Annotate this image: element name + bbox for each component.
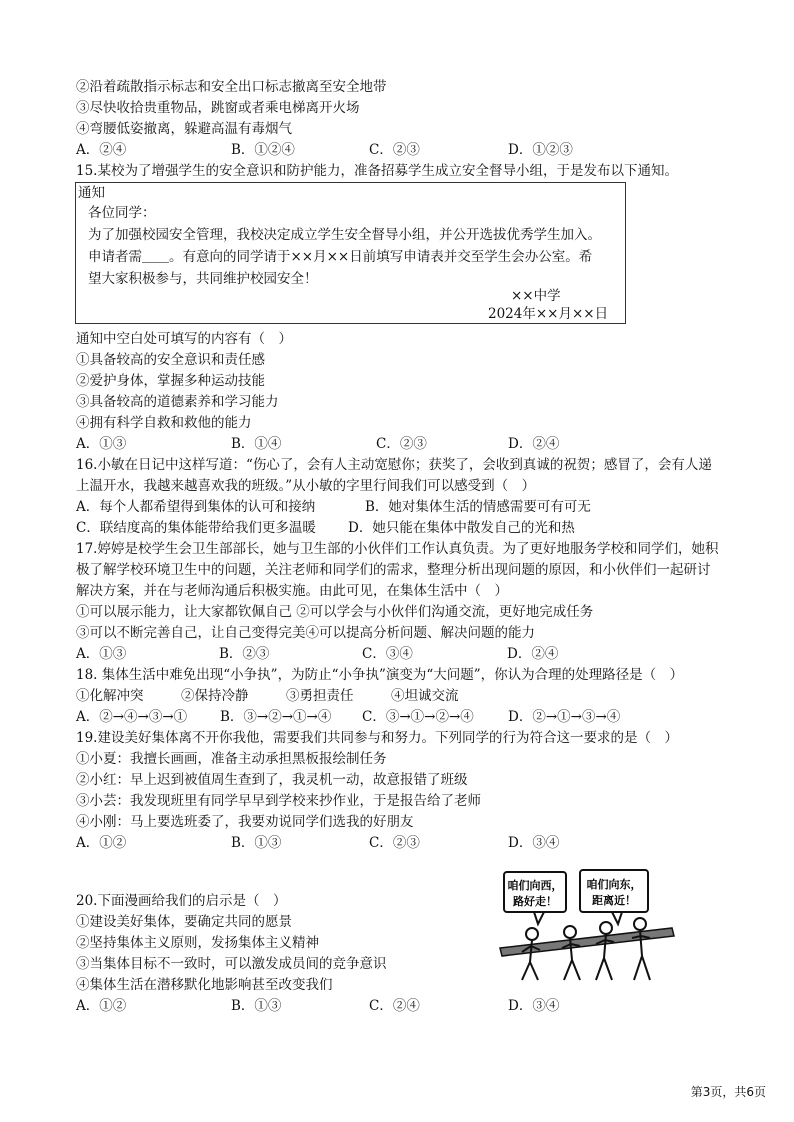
- q17-stem-line-3: 解决方案，并在与老师沟通后积极实施。由此可见，在集体生活中（ ）: [76, 583, 508, 599]
- q17-stem-line-1: 17.婷婷是校学生会卫生部部长，她与卫生部的小伙伴们工作认真负责。为了更好地服务学校和同学们，她积: [76, 541, 719, 557]
- bubble-right-line-1: 咱们向东，: [586, 878, 642, 891]
- q14-item-3: ③尽快收拾贵重物品，跳窗或者乘电梯离开火场: [76, 100, 360, 116]
- q15-stem: 15.某校为了增强学生的安全意识和防护能力，准备招募学生成立安全督导小组，于是发布以下通知。: [76, 163, 678, 179]
- option-a[interactable]: A．①②: [76, 835, 127, 851]
- option-c[interactable]: C．②③: [369, 142, 420, 158]
- q18-item: ②保持冷静: [181, 688, 249, 704]
- option-d[interactable]: D．③④: [508, 835, 560, 851]
- option-c[interactable]: C．③④: [362, 646, 413, 662]
- option-d[interactable]: D．③④: [508, 998, 560, 1014]
- q18-item: ③勇担责任: [286, 688, 354, 704]
- option-a[interactable]: A．①②: [76, 998, 127, 1014]
- option-d[interactable]: D．②④: [507, 646, 559, 662]
- q16-stem-line-1: 16.小敏在日记中这样写道：“伤心了，会有人主动宽慰你；获奖了，会收到真诚的祝贺；感冒了，会有人递: [76, 457, 712, 473]
- q19-item: ④小刚：马上要选班委了，我要劝说同学们选我的好朋友: [76, 814, 414, 830]
- comic-illustration: [494, 866, 679, 986]
- option-c[interactable]: C．联结度高的集体能带给我们更多温暖: [76, 520, 316, 536]
- q20-item: ③当集体目标不一致时，可以激发成员间的竞争意识: [76, 956, 387, 972]
- q17-stem-line-2: 极了解学校环境卫生中的问题，关注老师和同学们的需求，整理分析出现问题的原因，和小伙伴们一起研讨: [76, 562, 711, 578]
- q15-item: ②爱护身体，掌握多种运动技能: [76, 373, 265, 389]
- q14-item-2: ②沿着疏散指示标志和安全出口标志撤离至安全地带: [76, 79, 387, 95]
- option-c[interactable]: C．③→①→②→④: [362, 709, 474, 725]
- q15-item: ③具备较高的道德素养和学习能力: [76, 394, 279, 410]
- option-d[interactable]: D．②④: [508, 436, 560, 452]
- q17-items-2: ③可以不断完善自己，让自己变得完美④可以提高分析问题、解决问题的能力: [76, 625, 535, 641]
- q20-item: ②坚持集体主义原则，发扬集体主义精神: [76, 935, 319, 951]
- speech-bubble-right: [580, 870, 648, 924]
- notice-greeting: 各位同学：: [88, 205, 156, 221]
- q15-item: ①具备较高的安全意识和责任感: [76, 352, 265, 368]
- option-b[interactable]: B．②③: [219, 646, 270, 662]
- q15-item: ④拥有科学自救和救他的能力: [76, 415, 252, 431]
- q20-stem: 20.下面漫画给我们的启示是（ ）: [76, 893, 287, 909]
- q19-item: ③小芸：我发现班里有同学早早到学校来抄作业，于是报告给了老师: [76, 793, 481, 809]
- option-b[interactable]: B．她对集体生活的情感需要可有可无: [365, 499, 591, 515]
- page-number: 第3页，共6页: [690, 1085, 766, 1099]
- bubble-right-line-2: 距离近！: [592, 894, 636, 907]
- option-b[interactable]: B．①③: [231, 835, 282, 851]
- q19-item: ①小夏：我擅长画画，准备主动承担黑板报绘制任务: [76, 751, 387, 767]
- q19-item: ②小红：早上迟到被值周生查到了，我灵机一动，故意报错了班级: [76, 772, 468, 788]
- option-c[interactable]: C．②④: [369, 998, 420, 1014]
- q20-item: ①建设美好集体，要确定共同的愿景: [76, 914, 292, 930]
- option-a[interactable]: A．每个人都希望得到集体的认可和接纳: [76, 499, 316, 515]
- q19-stem: 19.建设美好集体离不开你我他，需要我们共同参与和努力。下列同学的行为符合这一要求的是（ ）: [76, 730, 678, 746]
- notice-date: 2024年××月××日: [488, 306, 609, 322]
- option-a[interactable]: A．①③: [76, 436, 127, 452]
- notice-box: [75, 182, 626, 324]
- option-a[interactable]: A．①③: [76, 646, 127, 662]
- notice-title: 通知: [78, 185, 105, 201]
- notice-paragraph-3: 望大家积极参与，共同维护校园安全！: [88, 271, 318, 287]
- option-a[interactable]: A．②→④→③→①: [76, 709, 188, 725]
- option-b[interactable]: B．①④: [231, 436, 282, 452]
- option-a[interactable]: A．②④: [76, 142, 127, 158]
- option-d[interactable]: D．她只能在集体中散发自己的光和热: [348, 520, 575, 536]
- q14-item-4: ④弯腰低姿撤离，躲避高温有毒烟气: [76, 121, 292, 137]
- q20-item: ④集体生活在潜移默化地影响甚至改变我们: [76, 977, 333, 993]
- q18-item: ①化解冲突: [76, 688, 144, 704]
- q18-item: ④坦诚交流: [391, 688, 459, 704]
- option-b[interactable]: B．③→②→①→④: [220, 709, 332, 725]
- notice-paragraph-2: 申请者需＿＿。有意向的同学请于××月××日前填写申请表并交至学生会办公室。希: [88, 249, 593, 265]
- option-b[interactable]: B．①③: [231, 998, 282, 1014]
- option-d[interactable]: D．①②③: [508, 142, 573, 158]
- option-c[interactable]: C．②③: [369, 835, 420, 851]
- speech-bubble-left: [504, 872, 566, 924]
- bubble-left-line-1: 咱们向西，: [507, 879, 563, 892]
- notice-signature: ××中学: [511, 288, 561, 304]
- q16-stem-line-2: 上温开水，我越来越喜欢我的班级。”从小敏的字里行间我们可以感受到（ ）: [76, 478, 536, 494]
- q17-items-1: ①可以展示能力，让大家都钦佩自己 ②可以学会与小伙伴们沟通交流，更好地完成任务: [76, 604, 594, 620]
- notice-paragraph-1: 为了加强校园安全管理，我校决定成立学生安全督导小组，并公开选拔优秀学生加入。: [88, 227, 601, 243]
- option-c[interactable]: C．②③: [376, 436, 427, 452]
- q15-ask: 通知中空白处可填写的内容有（ ）: [76, 331, 292, 347]
- bubble-left-line-2: 路好走！: [513, 895, 557, 908]
- q18-stem: 18. 集体生活中难免出现“小争执”，为防止“小争执”演变为“大问题”，你认为合理的处理路径是（ ）: [76, 667, 684, 683]
- option-d[interactable]: D．②→①→③→④: [508, 709, 621, 725]
- option-b[interactable]: B．①②④: [231, 142, 295, 158]
